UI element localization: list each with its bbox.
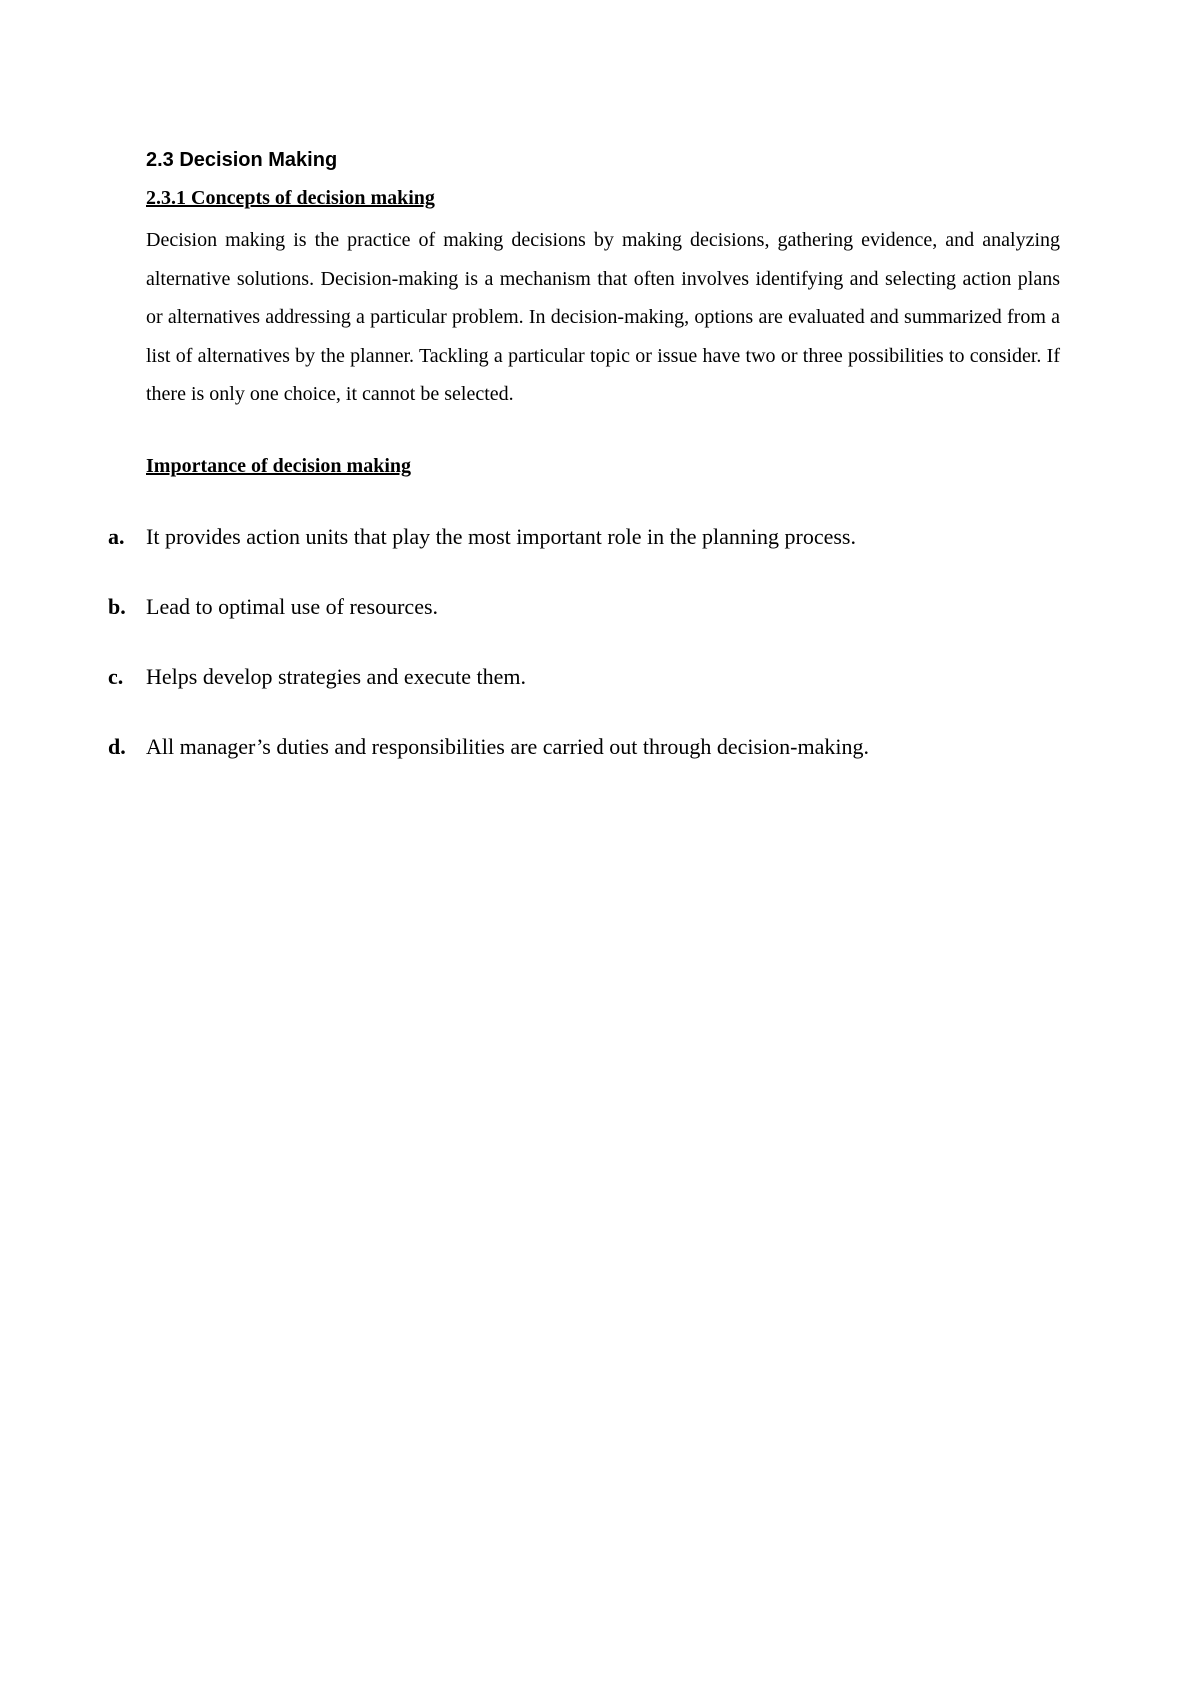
subsection-title: 2.3.1 Concepts of decision making <box>146 187 435 209</box>
list-item-text: Lead to optimal use of resources. <box>146 594 439 619</box>
importance-list <box>108 521 1108 801</box>
list-item <box>108 661 1108 731</box>
section-title: 2.3 Decision Making <box>146 149 338 171</box>
list-marker: b. <box>108 594 126 619</box>
list-item-text: All manager’s duties and responsibilities are carried out through decision-making. <box>146 734 869 759</box>
list-item <box>108 731 1108 801</box>
list-marker: a. <box>108 524 125 549</box>
concepts-paragraph: Decision making is the practice of making decisions by making decisions, gathering evidence, and analyzing alternative solutions. Decision-making is a mechanism that often involves identifying and selecting action plans or alternatives addressing a particular problem. In decision-making, options are evaluated and summarized from a list of alternatives by the planner. Tackling a particular topic or issue have two or three possibilities to consider. If there is only one choice, it cannot be selected. <box>146 229 1060 405</box>
list-item <box>108 591 1108 661</box>
list-item-text: Helps develop strategies and execute them. <box>146 664 526 689</box>
list-marker: c. <box>108 664 124 689</box>
list-item-text: It provides action units that play the most important role in the planning process. <box>146 524 856 549</box>
list-item <box>108 521 1108 591</box>
importance-heading: Importance of decision making <box>146 455 411 477</box>
list-marker: d. <box>108 734 126 759</box>
